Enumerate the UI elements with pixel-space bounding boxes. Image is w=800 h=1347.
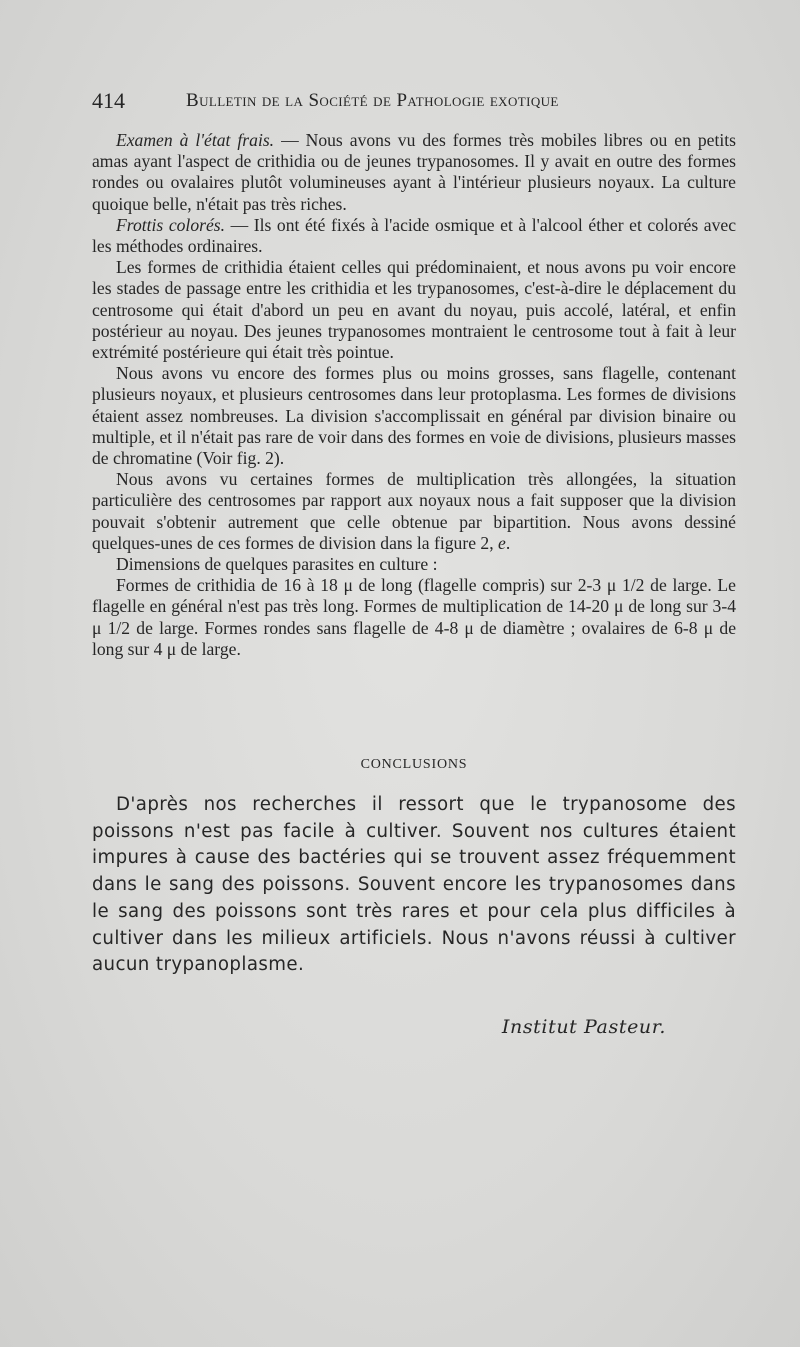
running-header xyxy=(92,88,640,116)
journal-title: Bulletin de la Société de Pathologie exotique xyxy=(186,90,559,111)
paragraph-label: Examen à l'état frais. xyxy=(116,130,275,150)
conclusions-paragraph: D'après nos recherches il ressort que le trypanosome des poissons n'est pas facile à cultiver. Souvent nos cultures étaient impures à cause des bactéries qui se trouvent assez fréquemment dans le sang des poissons. Souvent encore les trypanosomes dans le sang des poissons sont très rares et pour cela plus difficiles à cultiver dans les milieux artificiels. Nous n'avons réussi à cultiver aucun trypanoplasme. xyxy=(92,794,736,976)
signature-institut: Institut Pasteur. xyxy=(501,1016,666,1038)
paragraph-label: Frottis colorés. xyxy=(116,214,226,235)
paragraph-crithidia: Les formes de crithidia étaient celles qui prédominaient, et nous avons pu voir encore les stades de passage entre les crithidia et les trypanosomes, c'est-à-dire le déplacement du centrosome qui était d'abord un peu en avant du noyau, puis accolé, latéral, et enfin postérieur au noyau. Des jeunes trypanosomes montraient le centrosome tout à fait à leur extrémité postérieure qui était très pointue. xyxy=(92,257,736,363)
paragraph-frottis xyxy=(92,215,736,257)
paragraph-text: — Ils ont été fixés à l'acide osmique et à l'alcool éther et colorés avec les méthodes ordinaires. xyxy=(92,214,736,257)
paragraph-text: Nous avons vu certaines formes de multiplication très allongées, la situation particulière des centrosomes par rapport aux noyaux nous a fait supposer que la division pouvait s'obtenir autrement que celle obtenue par bipartition. Nous avons dessiné quelques-unes de ces formes de division dans la figure 2, xyxy=(92,469,736,553)
page-number: 414 xyxy=(92,88,125,113)
paragraph-text: — Nous avons vu des formes très mobiles libres ou en petits amas ayant l'aspect de crithidia ou de jeunes trypanosomes. Il y avait en outre des formes rondes ou ovalaires plutôt volumineuses ayant à l'intérieur plusieurs noyaux. La culture quoique belle, n'était pas très riches. xyxy=(92,130,736,214)
figure-reference: e xyxy=(498,532,506,553)
paragraph-text: . xyxy=(505,532,511,553)
paragraph-divisions: Nous avons vu encore des formes plus ou moins grosses, sans flagelle, contenant plusieurs noyaux, et plusieurs centrosomes dans leur protoplasma. Les formes de divisions étaient assez nombreuses. La division s'accomplissait en général par division binaire ou multiple, et il n'était pas rare de voir dans des formes en voie de divisions, plusieurs masses de chromatine (Voir fig. 2). xyxy=(92,363,736,469)
conclusions-section xyxy=(92,792,736,979)
paragraph-dimensions-intro: Dimensions de quelques parasites en culture : xyxy=(116,554,438,575)
paragraph-multiplication xyxy=(92,469,736,554)
paragraph-examen xyxy=(92,130,736,215)
conclusions-heading: CONCLUSIONS xyxy=(360,757,468,772)
body-text xyxy=(92,130,736,660)
paragraph-dimensions: Formes de crithidia de 16 à 18 μ de long (flagelle compris) sur 2-3 μ 1/2 de large. Le flagelle en général n'est pas très long. Formes de multiplication de 14-20 μ de long sur 3-4 μ 1/2 de large. Formes rondes sans flagelle de 4-8 μ de diamètre ; ovalaires de 6-8 μ de long sur 4 μ de large. xyxy=(92,575,736,659)
